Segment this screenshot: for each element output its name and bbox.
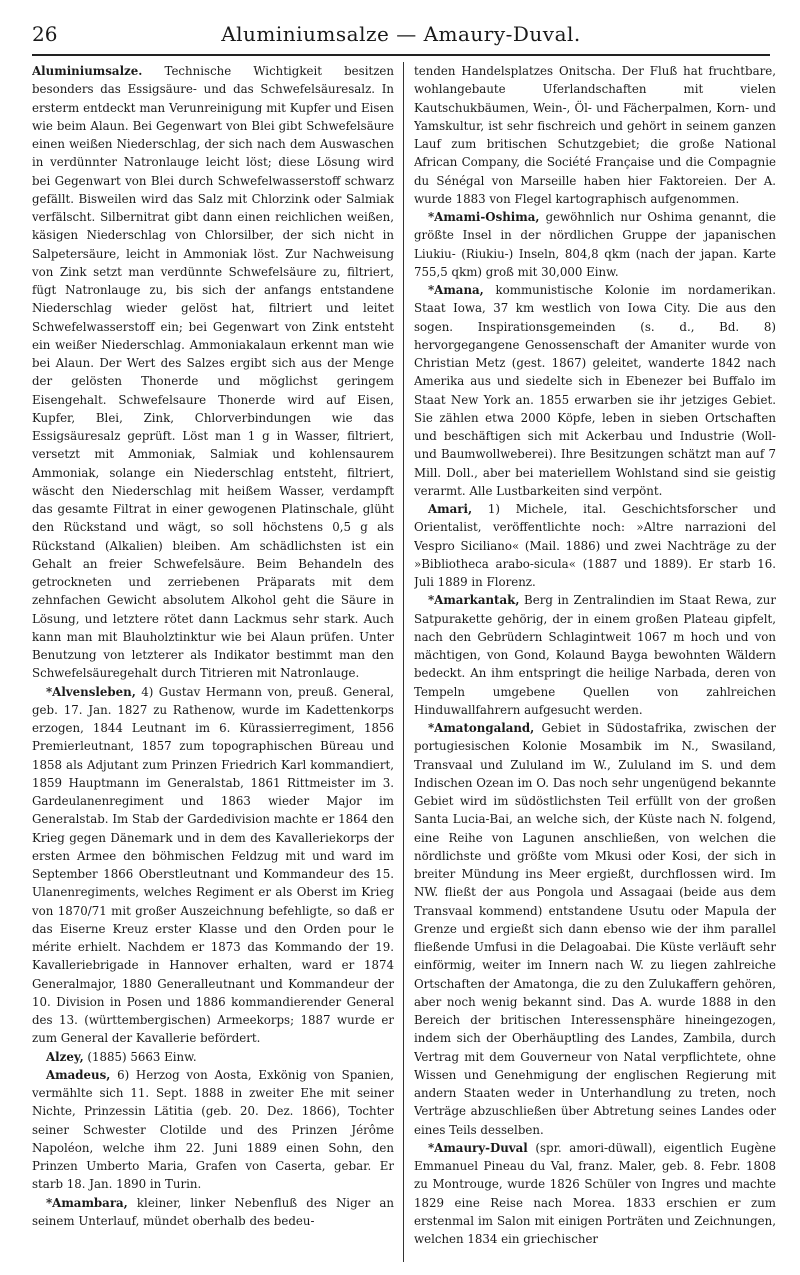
entry-text: kleiner, linker Nebenfluß des Niger an seinem Unterlauf, mündet oberhalb des bedeu- — [32, 1195, 394, 1228]
entry-text: Berg in Zentralindien im Staat Rewa, zur Satpurakette gehörig, der in einem großen Plateau gipfelt, nach den Gebrüdern Schlagintweit 1067 m hoch und von mächtigen, von Gond, Kolaund Bayga bewohnten Wäldern bedeckt. An ihm entspringt die heilige Narbada, deren von Tempeln umgebene Quellen von zahlreichen Hinduwallfahrern aufgesucht werden. — [414, 593, 776, 717]
entry-headword: Alzey, — [46, 1049, 84, 1064]
entry-text: kommunistische Kolonie im nordamerikan. Staat Iowa, 37 km westlich von Iowa City. Die aus den sogen. Inspirationsgemeinden (s. d., Bd. 8) hervorgegangene Genossenschaft der Amaniter wurde von Christian Metz (gest. 1867) geleitet, wanderte 1842 nach Amerika aus und siedelte sich in Ebenezer bei Buffalo im Staat New York an. 1855 erwarben sie ihr jetziges Gebiet. Sie zählen etwa 2000 Köpfe, leben in sieben Ortschaften und beschäftigen sich mit Ackerbau und Industrie (Woll- und Baumwollweberei). Ihre Besitzungen schätzt man auf 7 Mill. Doll., aber bei materiellem Wohlstand sind sie geistig verarmt. Alle Lustbarkeiten sind verpönt. — [414, 283, 776, 498]
entry-amambara — [32, 1194, 394, 1231]
entry-headword: *Amaury-Duval — [428, 1140, 528, 1155]
running-head: Aluminiumsalze — Amaury-Duval. — [221, 22, 581, 46]
entry-text: (spr. amori-düwall), eigentlich Eugène Emmanuel Pineau du Val, franz. Maler, geb. 8. Febr. 1808 zu Montrouge, wurde 1826 Schüler von Ingres und machte 1829 eine Reise nach Morea. 1833 erschien er zum erstenmal im Salon mit einigen Porträten und Zeichnungen, welchen 1834 ein griechischer — [414, 1140, 776, 1246]
entry-headword: *Amami-Oshima, — [428, 210, 540, 224]
entry-aluminiumsalze — [32, 62, 394, 683]
entry-text: 6) Herzog von Aosta, Exkönig von Spanien, vermählte sich 11. Sept. 1888 in zweiter Ehe mit seiner Nichte, Prinzessin Lätitia (geb. 20. Dez. 1866), Tochter seiner Schwester Clotilde und des Prinzen Jérôme Napoléon, welche ihm 22. Juni 1889 einen Sohn, den Prinzen Umberto Maria, Grafen von Caserta, gebar. Er starb 18. Jan. 1890 in Turin. — [32, 1067, 394, 1192]
left-column — [32, 62, 394, 1262]
right-column — [414, 62, 776, 1262]
text-columns — [32, 62, 776, 1262]
entry-text: 4) Gustav Hermann von, preuß. General, geb. 17. Jan. 1827 zu Rathenow, wurde im Kadettenkorps erzogen, 1844 Leutnant im 6. Kürassierregiment, 1856 Premierleutnant, 1857 zum topographischen Büreau und 1858 als Adjutant zum Prinzen Friedrich Karl kommandiert, 1859 Hauptmann im Generalstab, 1861 Rittmeister im 3. Gardeulanenregiment und 1863 wieder Major im Generalstab. Im Stab der Gardedivision machte er 1864 den Krieg gegen Dänemark und in dem des Kavalleriekorps der ersten Armee den böhmischen Feldzug mit und ward im September 1866 Oberstleutnant und Kommandeur des 15. Ulanenregiments, welches Regiment er als Oberst im Krieg von 1870/71 mit großer Auszeichnung befehligte, so daß er das Eiserne Kreuz erster Klasse und den Orden pour le mérite erhielt. Nachdem er 1873 das Kommando der 19. Kavalleriebrigade in Hannover erhalten, ward er 1874 Generalmajor, 1880 Generalleutnant und Kommandeur der 10. Division in Posen und 1886 kommandierender General des 13. (württembergischen) Armeekorps; 1887 wurde er zum General der Kavallerie befördert. — [32, 684, 394, 1046]
entry-amami-oshima — [414, 208, 776, 281]
entry-text: tenden Handelsplatzes Onitscha. Der Fluß hat fruchtbare, wohlangebaute Uferlandschaften mit vielen Kautschukbäumen, Wein-, Öl- und Fächerpalmen, Korn- und Yamskultur, ist sehr fischreich und gehört in seinem ganzen Lauf zum britischen Schutzgebiet; die große National African Company, die Société Française und die Compagnie du Sénégal von Marseille haben hier Faktoreien. Der A. wurde 1883 von Flegel kartographisch aufgenommen. — [414, 64, 776, 206]
entry-headword: *Amambara, — [46, 1195, 128, 1210]
entry-amatongaland — [414, 719, 776, 1139]
entry-amadeus — [32, 1066, 394, 1194]
entry-alzey — [32, 1048, 394, 1066]
entry-amarkantak — [414, 591, 776, 719]
entry-alvensleben — [32, 683, 394, 1048]
entry-text: Gebiet in Südostafrika, zwischen der portugiesischen Kolonie Mosambik im N., Swasiland, Transvaal und Zululand im W., Zululand im S. und dem Indischen Ozean im O. Das noch sehr ungenügend bekannte Gebiet wird im südöstlichsten Teil erfüllt von der großen Santa Lucia-Bai, an welche sich, der Küste nach N. folgend, eine Reihe von Lagunen anschließen, von welchen die nördlichste und größte vom Mkusi oder Kosi, der sich in breiter Mündung ins Meer ergießt, durchflossen wird. Im NW. fließt der aus Pongola und Assagaai (beide aus dem Transvaal kommend) entstandene Usutu oder Mapula der Grenze und ergießt sich dann ebenso wie der ihm parallel fließende Umfusi in die Delagoabai. Die Küste verläuft sehr einförmig, weiter im Innern nach W. zu liegen zahlreiche Ortschaften der Amatonga, die zu den Zulukaffern gehören, aber noch wenig bekannt sind. Das A. wurde 1888 in den Bereich der britischen Interessensphäre hineingezogen, indem sich der Oberhäuptling des Landes, Zambila, durch Vertrag mit dem Gouverneur von Natal verpflichtete, ohne Wissen und Genehmigung der englischen Regierung mit andern Staaten weder in Unterhandlung zu treten, noch Verträge abzuschließen über Abtretung seines Landes oder eines Teils desselben. — [414, 721, 776, 1137]
entry-text: gewöhnlich nur Oshima genannt, die größte Insel in der nördlichen Gruppe der japanischen Liukiu- (Riukiu-) Inseln, 804,8 qkm (nach der japan. Karte 755,5 qkm) groß mit 30,000 Einw. — [414, 210, 776, 279]
entry-text: Technische Wichtigkeit besitzen besonders das Essigsäure- und das Schwefelsäuresalz. In ersterm entdeckt man Verunreinigung mit Kupfer und Eisen wie beim Alaun. Bei Gegenwart von Blei gibt Schwefelsäure einen weißen Niederschlag, der sich nach dem Auswaschen in verdünnter Natronlauge leicht löst; diese Lösung wird bei Gegenwart von Blei durch Schwefelwasserstoff schwarz gefällt. Bisweilen wird das Salz mit Chlorzink oder Salmiak verfälscht. Silbernitrat gibt dann einen reichlichen weißen, käsigen Niederschlag von Chlorsilber, der sich nicht in Salpetersäure, leicht in Ammoniak löst. Zur Nachweisung von Zink setzt man verdünnte Schwefelsäure zu, filtriert, fügt Natronlauge zu, bis sich der anfangs entstandene Niederschlag wieder gelöst hat, filtriert und leitet Schwefelwasserstoff ein; bei Gegenwart von Zink entsteht ein weißer Niederschlag. Ammoniakalaun erkennt man wie bei Alaun. Der Wert des Salzes ergibt sich aus der Menge der gelösten Thonerde und möglichst geringem Eisengehalt. Schwefelsaure Thonerde wird auf Eisen, Kupfer, Blei, Zink, Chlorverbindungen wie das Essigsäuresalz geprüft. Löst man 1 g in Wasser, filtriert, versetzt mit Ammoniak, Salmiak und kohlensaurem Ammoniak, solange ein Niederschlag entsteht, filtriert, wäscht den Niederschlag mit heißem Wasser, verdampft das gesamte Filtrat in einer gewogenen Platinschale, glüht den Rückstand und wägt, so soll höchstens 0,5 g als Rückstand (Alkalien) bleiben. Am schädlichsten ist ein Gehalt an freier Schwefelsäure. Beim Behandeln des getrockneten und zerriebenen Präparats mit dem zehnfachen Gewicht absolutem Alkohol geht die Säure in Lösung, und letztere rötet dann Lackmus sehr stark. Auch kann man mit Blauholztinktur wie bei Alaun prüfen. Unter Benutzung von letzterer als Indikator bestimmt man den Schwefelsäuregehalt durch Titrieren mit Natronlauge. — [32, 64, 394, 681]
entry-headword: Aluminiumsalze. — [32, 64, 143, 78]
entry-headword: *Amarkantak, — [428, 593, 520, 608]
page-header — [32, 16, 770, 50]
entry-headword: *Amatongaland, — [428, 721, 535, 735]
entry-amana — [414, 281, 776, 500]
entry-amaury-duval — [414, 1139, 776, 1249]
page-number: 26 — [32, 22, 58, 46]
entry-text: 1) Michele, ital. Geschichtsforscher und Orientalist, veröffentlichte noch: »Altre narrazioni del Vespro Siciliano« (Mail. 1886) und zwei Nachträge zu der »Bibliotheca arabo-sicula« (1887 und 1889). Er starb 16. Juli 1889 in Florenz. — [414, 502, 776, 589]
entry-text: (1885) 5663 Einw. — [83, 1049, 197, 1064]
entry-headword: Amari, — [428, 502, 473, 516]
entry-amari — [414, 500, 776, 591]
entry-headword: Amadeus, — [46, 1067, 111, 1082]
header-rule — [32, 54, 770, 56]
entry-headword: *Amana, — [428, 283, 484, 297]
entry-headword: *Alvensleben, — [46, 684, 136, 699]
entry-amambara-continued — [414, 62, 776, 208]
